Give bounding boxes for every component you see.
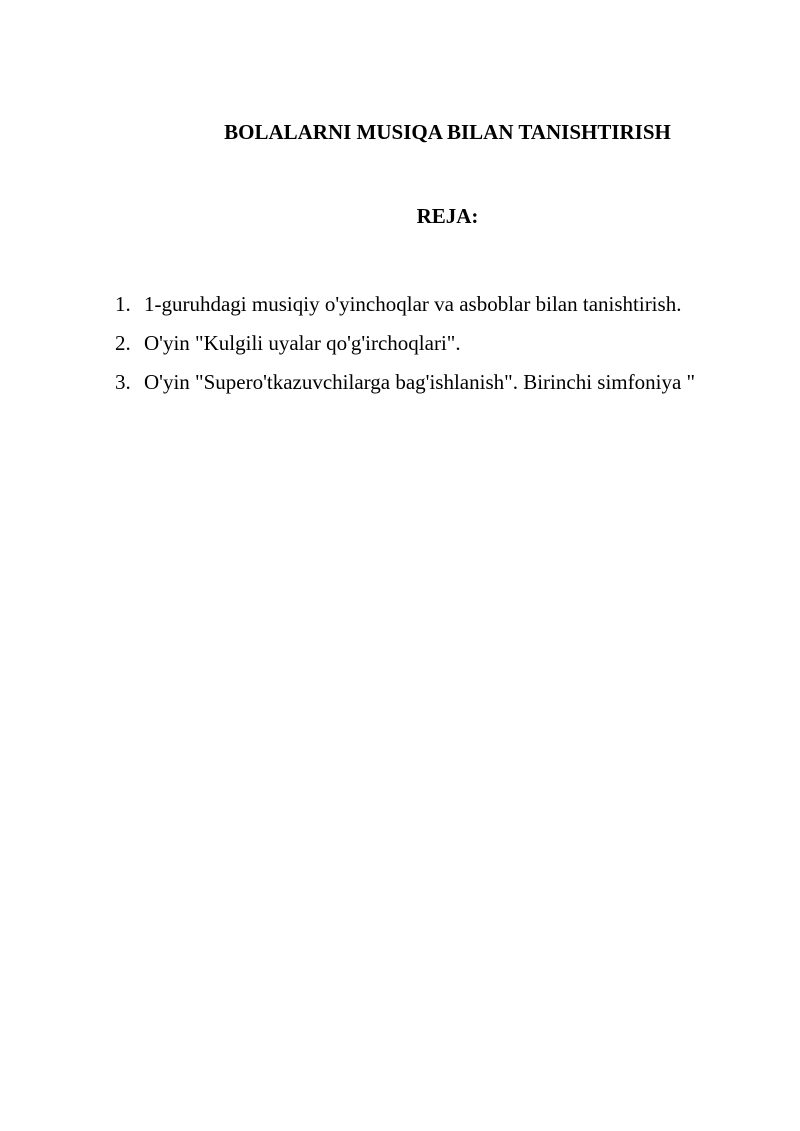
plan-item-2	[115, 324, 742, 363]
plan-item-text: O'yin "Supero'tkazuvchilarga bag'ishlanish". Birinchi simfoniya "	[144, 370, 696, 394]
plan-item-number: 2.	[115, 331, 131, 355]
plan-item-3	[115, 363, 742, 402]
document-title: BOLALARNI MUSIQA BILAN TANISHTIRISH	[224, 120, 671, 144]
plan-heading: REJA:	[416, 204, 479, 228]
plan-item-number: 3.	[115, 370, 131, 394]
plan-list	[115, 285, 742, 402]
plan-item-text: 1-guruhdagi musiqiy o'yinchoqlar va asboblar bilan tanishtirish.	[144, 292, 682, 316]
plan-item-text: O'yin "Kulgili uyalar qo'g'irchoqlari".	[144, 331, 461, 355]
plan-item-1	[115, 285, 742, 324]
plan-item-number: 1.	[115, 292, 131, 316]
